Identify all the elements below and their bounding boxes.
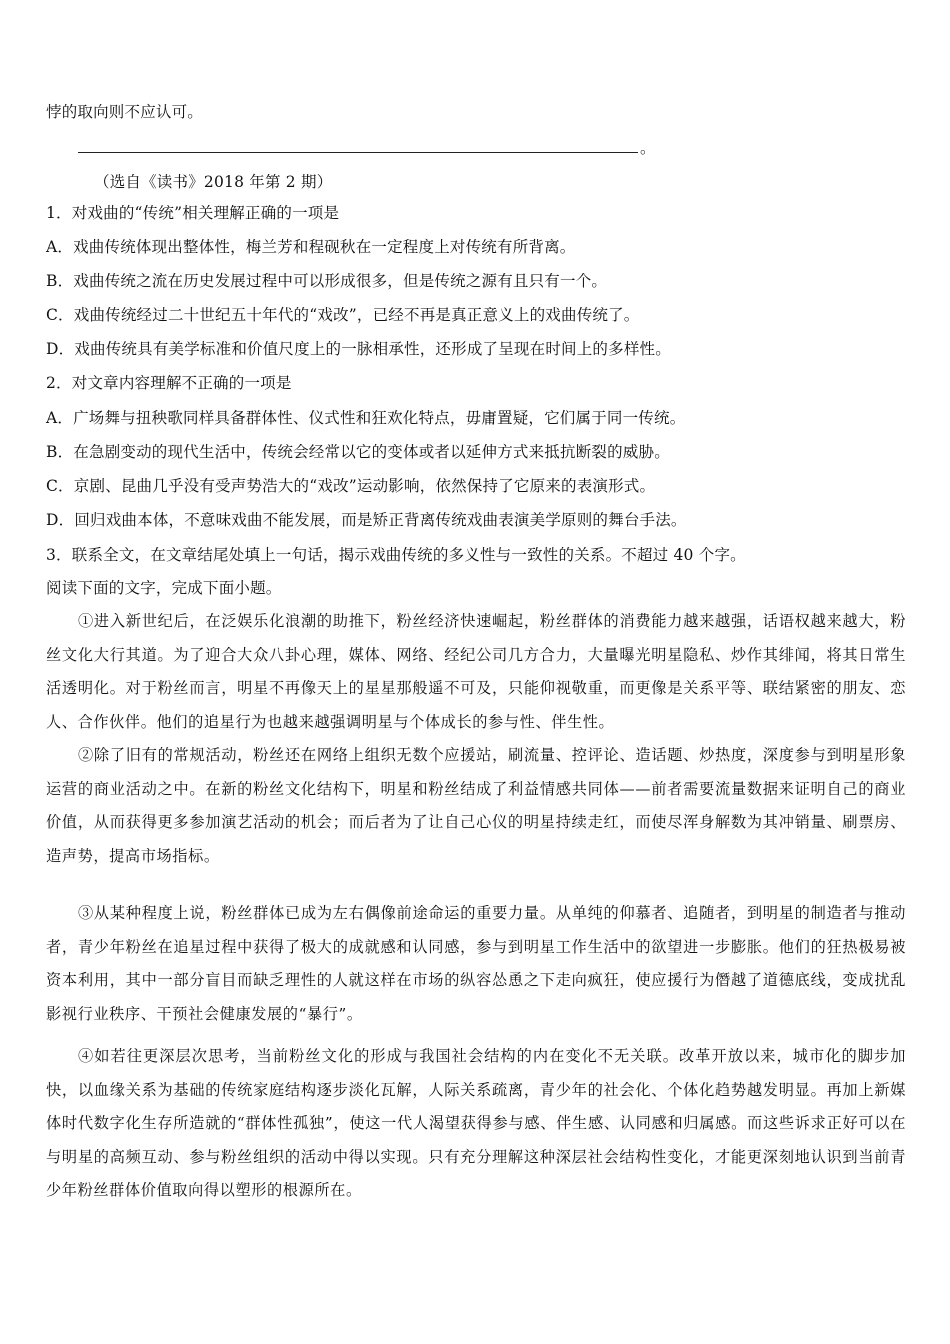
q2-option-c[interactable]: C．京剧、昆曲几乎没有受声势浩大的“戏改”运动影响，依然保持了它原来的表演形式。 bbox=[46, 477, 656, 495]
q1-stem: 1．对戏曲的“传统”相关理解正确的一项是 bbox=[46, 204, 340, 222]
q2-stem: 2．对文章内容理解不正确的一项是 bbox=[46, 374, 292, 392]
q1-option-c[interactable]: C．戏曲传统经过二十世纪五十年代的“戏改”，已经不再是真正意义上的戏曲传统了。 bbox=[46, 306, 640, 324]
q1-option-a[interactable]: A．戏曲传统体现出整体性，梅兰芳和程砚秋在一定程度上对传统有所背离。 bbox=[46, 238, 576, 256]
q2-option-d[interactable]: D．回归戏曲本体，不意味戏曲不能发展，而是矫正背离传统戏曲表演美学原则的舞台手法。 bbox=[46, 511, 687, 529]
paragraph-3: ③从某种程度上说，粉丝群体已成为左右偶像前途命运的重要力量。从单纯的仰慕者、追随者，到明星的制造者与推动者，青少年粉丝在追星过程中获得了极大的成就感和认同感，参与到明星工作生活中的欲望进一步膨胀。他们的狂热极易被资本利用，其中一部分盲目而缺乏理性的人就这样在市场的纵容怂恿之下走向疯狂，使应援行为僭越了道德底线，变成扰乱影视行业秩序、干预社会健康发展的“暴行”。 bbox=[46, 904, 906, 1023]
q1-option-d[interactable]: D．戏曲传统具有美学标准和价值尺度上的一脉相承性，还形成了呈现在时间上的多样性。 bbox=[46, 340, 671, 358]
fill-blank-line[interactable] bbox=[78, 138, 906, 158]
top-fragment: 悖的取向则不应认可。 bbox=[46, 103, 204, 121]
paragraph-1: ①进入新世纪后，在泛娱乐化浪潮的助推下，粉丝经济快速崛起，粉丝群体的消费能力越来越强，话语权越来越大，粉丝文化大行其道。为了迎合大众八卦心理，媒体、网络、经纪公司几方合力，大量曝光明星隐私、炒作其绯闻，将其日常生活透明化。对于粉丝而言，明星不再像天上的星星那般遥不可及，只能仰视敬重，而更像是关系平等、联结紧密的朋友、恋人、合作伙伴。他们的追星行为也越来越强调明星与个体成长的参与性、伴生性。 bbox=[46, 612, 906, 731]
reading-instruction: 阅读下面的文字，完成下面小题。 bbox=[46, 579, 282, 597]
q1-option-b[interactable]: B．戏曲传统之流在历史发展过程中可以形成很多，但是传统之源有且只有一个。 bbox=[46, 272, 608, 290]
answer-blank[interactable] bbox=[78, 140, 638, 153]
fill-blank-end: 。 bbox=[640, 139, 656, 157]
q2-option-a[interactable]: A．广场舞与扭秧歌同样具备群体性、仪式性和狂欢化特点，毋庸置疑，它们属于同一传统。 bbox=[46, 409, 686, 427]
paragraph-2: ②除了旧有的常规活动，粉丝还在网络上组织无数个应援站，刷流量、控评论、造话题、炒热度，深度参与到明星形象运营的商业活动之中。在新的粉丝文化结构下，明星和粉丝结成了利益情感共同体——前者需要流量数据来证明自己的商业价值，从而获得更多参加演艺活动的机会；而后者为了让自己心仪的明星持续走红，而使尽浑身解数为其冲销量、刷票房、造声势，提高市场指标。 bbox=[46, 746, 906, 865]
q2-option-b[interactable]: B．在急剧变动的现代生活中，传统会经常以它的变体或者以延伸方式来抵抗断裂的威胁。 bbox=[46, 443, 670, 461]
q3-stem: 3．联系全文，在文章结尾处填上一句话，揭示戏曲传统的多义性与一致性的关系。不超过 40 个字。 bbox=[46, 546, 746, 564]
paragraph-4: ④如若往更深层次思考，当前粉丝文化的形成与我国社会结构的内在变化不无关联。改革开放以来，城市化的脚步加快，以血缘关系为基础的传统家庭结构逐步淡化瓦解，人际关系疏离，青少年的社会化、个体化趋势越发明显。再加上新媒体时代数字化生存所造就的“群体性孤独”，使这一代人渴望获得参与感、伴生感、认同感和归属感。而这些诉求正好可以在与明星的高频互动、参与粉丝组织的活动中得以实现。只有充分理解这种深层社会结构性变化，才能更深刻地认识到当前青少年粉丝群体价值取向得以塑形的根源所在。 bbox=[46, 1047, 906, 1199]
source-citation: （选自《读书》2018 年第 2 期） bbox=[94, 173, 333, 191]
